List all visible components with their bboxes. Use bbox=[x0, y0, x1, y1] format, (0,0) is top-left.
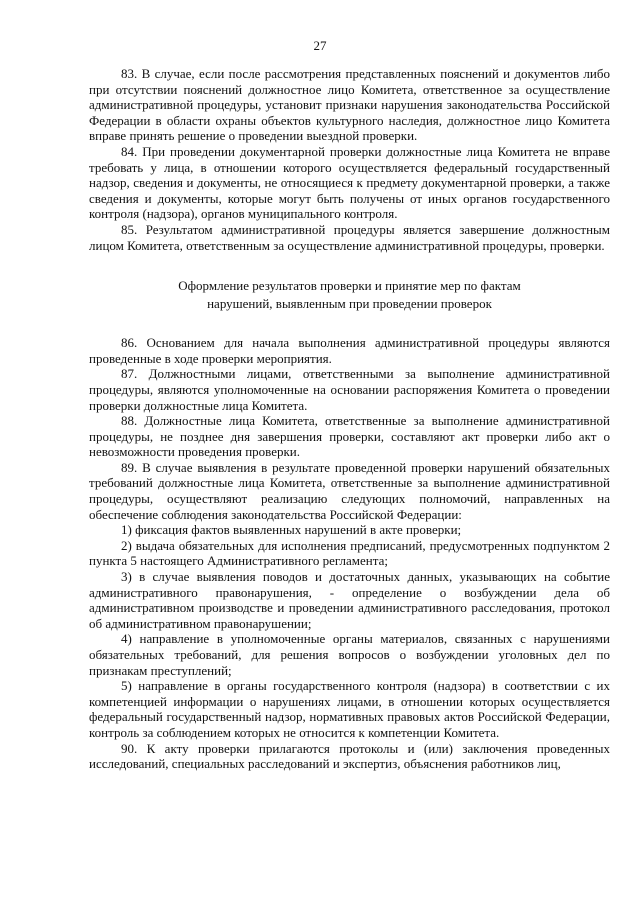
section-heading bbox=[89, 277, 610, 313]
paragraph-87: 87. Должностными лицами, ответственными за выполнение административной процедуры, являются уполномоченные на основании распоряжения Комитета о проведении проверки должностные лица Комитета. bbox=[89, 366, 610, 413]
paragraph-88: 88. Должностные лица Комитета, ответственные за выполнение административной процедуры, не позднее дня завершения проверки, составляют акт проверки либо акт о невозможности проведения проверки. bbox=[89, 413, 610, 460]
list-item-1: 1) фиксация фактов выявленных нарушений в акте проверки; bbox=[121, 522, 462, 538]
paragraph-84: 84. При проведении документарной проверки должностные лица Комитета не вправе требовать у лица, в отношении которого осуществляется федеральный государственный надзор, сведения и документы, не относящиеся к предмету документарной проверки, а также сведения и документы, которые могут быть получены от иных органов государственного контроля (надзора), органов муниципального контроля. bbox=[89, 143, 610, 222]
section-heading-line-2: нарушений, выявленным при проведении проверок bbox=[207, 296, 492, 312]
list-item-5: 5) направление в органы государственного контроля (надзора) в соответствии с их компетенцией информации о нарушениях лицами, в отношении которых осуществляется федеральный государственный надзор, нормативных правовых актов Российской Федерации, контроль за соблюдением которых не относится к компетенции Комитета. bbox=[89, 678, 610, 740]
page-number: 27 bbox=[313, 38, 327, 53]
paragraph-89: 89. В случае выявления в результате проведенной проверки нарушений обязательных требований должностные лица Комитета, ответственные за выполнение административной процедуры, осуществляют реализацию следующих полномочий, направленных на обеспечение соблюдения законодательства Российской Федерации: bbox=[89, 459, 610, 522]
list-item-3: 3) в случае выявления поводов и достаточных данных, указывающих на событие административного правонарушения, - определение о возбуждении дела об административном производстве и проведении административного расследования, протокол об административном правонарушении; bbox=[89, 569, 610, 631]
paragraph-86: 86. Основанием для начала выполнения административной процедуры являются проведенные в ходе проверки мероприятия. bbox=[89, 335, 610, 366]
document-body bbox=[89, 66, 610, 772]
section-heading-line-1: Оформление результатов проверки и принятие мер по фактам bbox=[178, 278, 521, 294]
paragraph-85: 85. Результатом административной процедуры является завершение должностным лицом Комитета, ответственным за осуществление административной процедуры, проверки. bbox=[89, 221, 610, 253]
paragraph-90: 90. К акту проверки прилагаются протоколы и (или) заключения проведенных исследований, специальных расследований и экспертиз, объяснения работников лиц, bbox=[89, 740, 610, 772]
list-item-2: 2) выдача обязательных для исполнения предписаний, предусмотренных подпунктом 2 пункта 5 настоящего Административного регламента; bbox=[89, 537, 610, 569]
paragraph-83: 83. В случае, если после рассмотрения представленных пояснений и документов либо при отсутствии пояснений должностное лицо Комитета, ответственное за осуществление административной процедуры, установит признаки нарушения законодательства Российской Федерации в области охраны объектов культурного наследия, должностное лицо Комитета вправе принять решение о проведении выездной проверки. bbox=[89, 66, 610, 144]
list-item-4: 4) направление в уполномоченные органы материалов, связанных с нарушениями обязательных требований, для решения вопросов о возбуждении уголовных дел по признакам преступлений; bbox=[89, 631, 610, 678]
